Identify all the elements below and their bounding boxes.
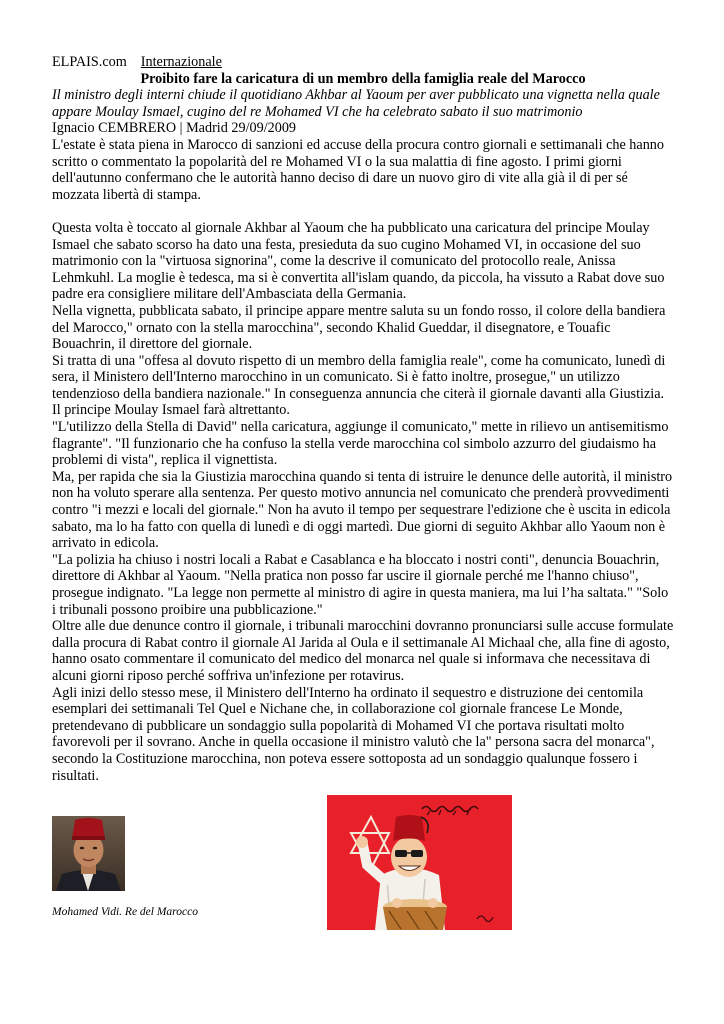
site-name: ELPAIS.com: [52, 54, 127, 70]
paragraph-3: Nella vignetta, pubblicata sabato, il principe appare mentre saluta su un fondo rosso, il colore della bandiera del Marocco," ornato con la stella marocchina", secondo Khalid Gueddar, il disegnatore, e Touafic Bouachrin, il direttore del giornale.: [52, 302, 666, 353]
article-subtitle: Il ministro degli interni chiude il quotidiano Akhbar al Yaoum per aver pubblicato una vignetta nella quale appare Moulay Ismael, cugino del re Mohamed VI che ha celebrato sabato il suo matrimonio: [52, 87, 660, 120]
site-header: [52, 54, 674, 71]
paragraph-1: L'estate è stata piena in Marocco di sanzioni ed accuse della procura contro giornali e settimanali che hanno scritto o commentato la popolarità del re Mohamed VI o la sua malattia di fine agosto. I primi giorni dell'autunno confermano che le autorità hanno deciso di dare un nuovo giro di vite alla già il di per sé mozzata libertà di stampa.: [52, 136, 664, 203]
prince-caricature-cartoon: [327, 795, 512, 930]
paragraph-4: Si tratta di una "offesa al dovuto rispetto di un membro della famiglia reale", come ha comunicato, lunedì di sera, il Ministero dell'Interno marocchino in un comunicato. Si è fatto inoltre, prosegue," un utilizzo tendenzioso della bandiera nazionale." In conseguenza annuncia che citerà il giornale davanti alla Giustizia. Il principe Moulay Ismael farà altrettanto.: [52, 352, 666, 419]
section-link[interactable]: Internazionale: [140, 54, 222, 70]
article-byline: Ignacio CEMBRERO | Madrid 29/09/2009: [52, 120, 297, 137]
paragraph-6: Ma, per rapida che sia la Giustizia marocchina quando si tenta di istruire le denunce delle autorità, il ministro non ha voluto sperare alla sentenza. Per questo motivo annuncia nel comunicato che prenderà provvedimenti contro "i mezzi e locali del giornale." Non ha avuto il tempo per sequestrare l'edizione che è uscita in edicola sabato, ma lo ha fatto con quella di lunedì e di oggi martedì. Due giorni di seguito Akhbar allo Yaoum non è arrivato in edicola.: [52, 468, 673, 552]
paragraph-5: "L'utilizzo della Stella di David" nella caricatura, aggiunge il comunicato," mette in rilievo un antisemitismo flagrante". "Il funzionario che ha confuso la stella verde marocchina col simbolo azzurro del giudaismo ha problemi di vista", replica il vignettista.: [52, 419, 669, 469]
paragraph-7: "La polizia ha chiuso i nostri locali a Rabat e Casablanca e ha bloccato i nostri conti", denuncia Bouachrin, direttore di Akhbar al Yaoum. "Nella pratica non posso far uscire il giornale perché me l'hanno chiuso", prosegue indignato. "La legge non permette al ministro di agire in questa maniera, ma lui l’ha saltata." "Solo i tribunali possono proibire una pubblicazione.": [52, 551, 669, 618]
paragraph-9: Agli inizi dello stesso mese, il Ministero dell'Interno ha ordinato il sequestro e distruzione dei centomila esemplari dei settimanali Tel Quel e Nichane che, in collaborazione col giornale francese Le Monde, pretendevano di pubblicare un sondaggio sulla popolarità di Mohamed VI che portava risultati molto favorevoli per il sovrano. Anche in quella occasione il ministro valutò che la" persona sacra del monarca", secondo la Costituzione marocchina, non poteva essere sottoposta ad un sondaggio qualunque fossero i risultati.: [52, 684, 655, 784]
paragraph-8: Oltre alle due denunce contro il giornale, i tribunali marocchini dovranno pronunciarsi sulle accuse formulate dalla procura di Rabat contro il giornale Al Jarida al Oula e il settimanale Al Michaal che, alla fine di agosto, hanno osato commentare il comunicato del medico del monarca nel quale si informava che necessitava di alcuni giorni riposo perché soffriva un'infezione per rotavirus.: [52, 618, 674, 684]
article-headline: Proibito fare la caricatura di un membro della famiglia reale del Marocco: [140, 70, 586, 87]
article-page: [52, 54, 674, 784]
portrait-caption: Mohamed Vidi. Re del Marocco: [52, 906, 198, 918]
paragraph-2: Questa volta è toccato al giornale Akhbar al Yaoum che ha pubblicato una caricatura del principe Moulay Ismael che sabato scorso ha dato una festa, presieduta da suo cugino Mohamed VI, in occasione del suo matrimonio con la "virtuosa signorina", come la descrive il comunicato del protocollo reale, Anissa Lehmkuhl. La moglie è tedesca, ma si è convertita all'islam quando, da piccola, ha vissuto a Rabat dove suo padre era consigliere militare dell'Ambasciata della Germania.: [52, 219, 665, 303]
king-portrait-photo: [52, 816, 125, 891]
paragraph-gap: [52, 203, 674, 220]
